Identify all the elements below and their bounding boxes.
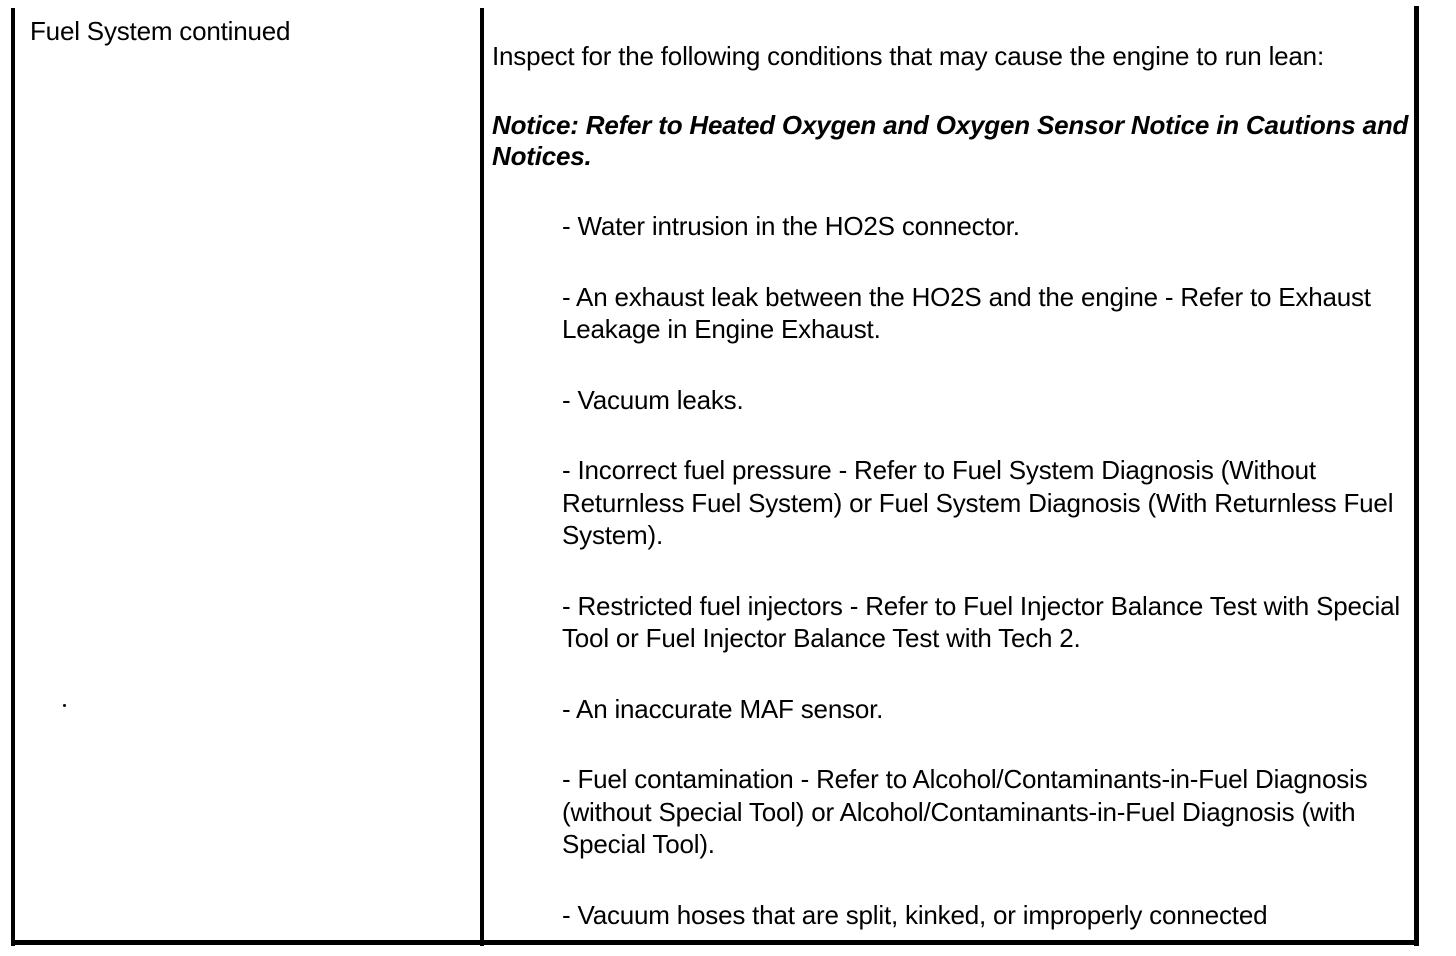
list-item: - An inaccurate MAF sensor. — [562, 693, 884, 724]
scan-speck — [63, 704, 66, 707]
list-item: - Restricted fuel injectors - Refer to Fuel Injector Balance Test with Special Tool or Fuel Injector Balance Test with Tech 2. — [562, 590, 1400, 653]
table-border-bottom — [11, 940, 1419, 945]
table-border-left — [11, 8, 15, 946]
list-item: - Fuel contamination - Refer to Alcohol/Contaminants-in-Fuel Diagnosis (without Special Tool) or Alcohol/Contaminants-in-Fuel Diagnosis (with Special Tool). — [562, 764, 1368, 859]
list-item: - Water intrusion in the HO2S connector. — [562, 211, 1020, 241]
list-item: - An exhaust leak between the HO2S and the engine - Refer to Exhaust Leakage in Engine Exhaust. — [562, 281, 1371, 344]
notice-text: Notice: Refer to Heated Oxygen and Oxygen Sensor Notice in Cautions and Notices. — [492, 110, 1409, 171]
list-item: - Vacuum hoses that are split, kinked, or improperly connected — [562, 899, 1268, 930]
instructions-cell — [492, 40, 1410, 931]
condition-list — [492, 210, 1410, 931]
section-label: Fuel System continued — [30, 16, 291, 46]
list-item: - Vacuum leaks. — [562, 384, 744, 415]
intro-text: Inspect for the following conditions that may cause the engine to run lean: — [492, 41, 1324, 71]
table-column-divider — [480, 8, 484, 946]
list-item: - Incorrect fuel pressure - Refer to Fuel System Diagnosis (Without Returnless Fuel System) or Fuel System Diagnosis (With Returnless Fuel System). — [562, 455, 1394, 550]
table-border-right — [1414, 6, 1419, 946]
